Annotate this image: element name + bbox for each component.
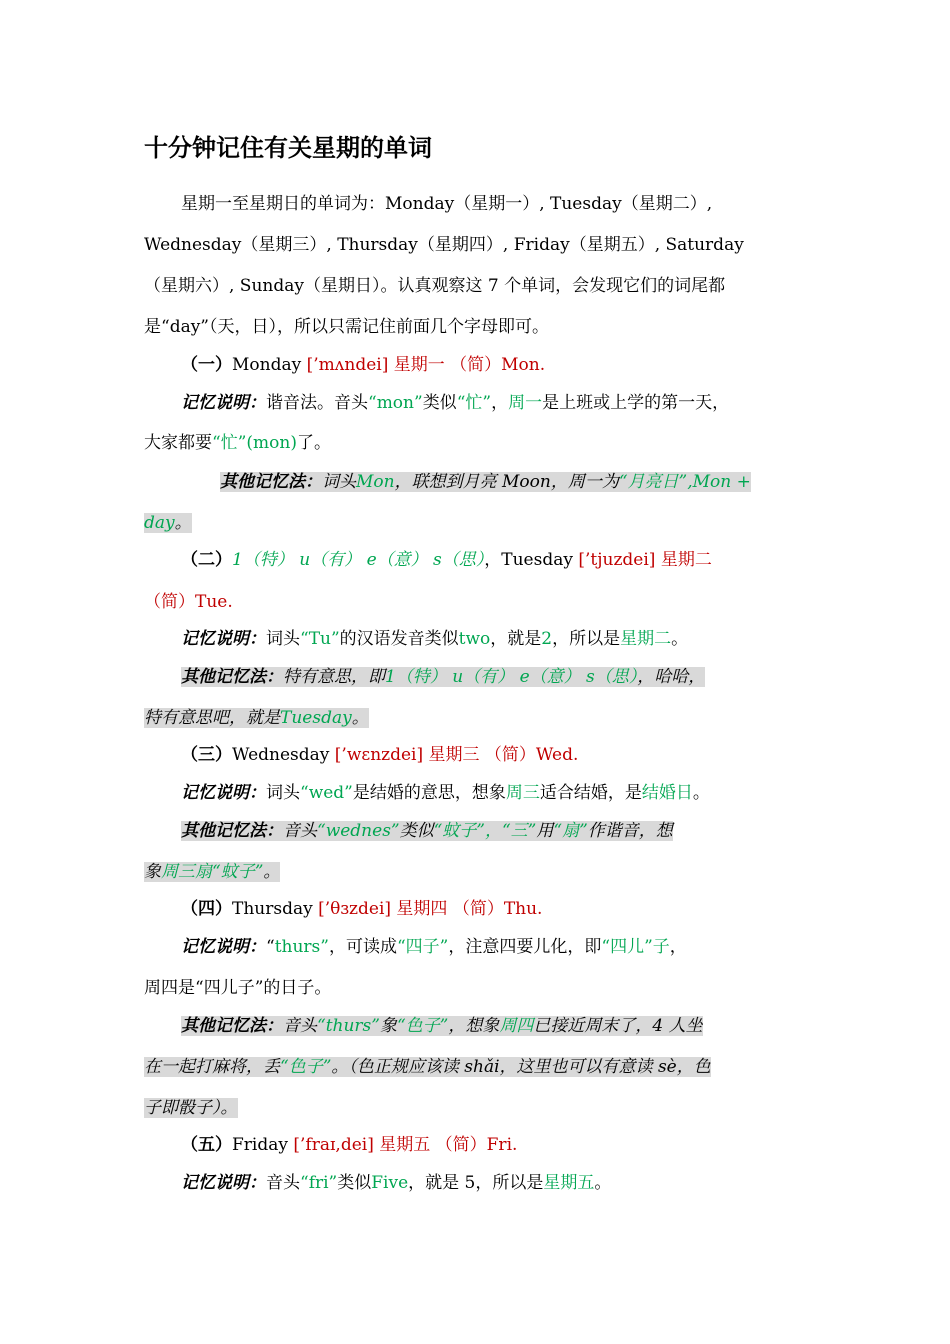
text: ，	[491, 393, 509, 413]
text: 音头	[283, 1016, 317, 1036]
text: 。	[351, 708, 369, 728]
text: ，	[669, 937, 687, 957]
monday-other	[220, 470, 751, 494]
text: ，哈哈，	[637, 667, 706, 687]
intro-line-2: Wednesday（星期三）, Thursday（星期四）, Friday（星期五）, Saturday	[144, 235, 744, 255]
text: ，可读成	[328, 937, 397, 957]
text: 适合结婚，是	[539, 783, 642, 803]
text: ，	[484, 550, 502, 570]
text: two	[458, 629, 491, 649]
memo-label: 记忆说明：	[181, 629, 266, 649]
text: 。	[594, 1173, 612, 1193]
section-number: （四）	[181, 899, 232, 919]
text: 的汉语发音类似	[339, 629, 459, 649]
monday-memo	[181, 391, 729, 415]
wednesday-heading	[181, 743, 578, 767]
intro-line-4: 是“day”（天，日），所以只需记住前面几个字母即可。	[144, 317, 550, 337]
text: 星期二	[620, 629, 672, 649]
section-number: （三）	[181, 745, 232, 765]
tuesday-abbr: （简）Tue.	[144, 592, 233, 612]
monday-heading	[181, 353, 545, 377]
english-word: Tuesday	[501, 550, 579, 570]
text: 词头	[322, 472, 356, 492]
thursday-other-cont-2	[144, 1096, 238, 1120]
text: 子即骰子）。	[144, 1098, 238, 1118]
wednesday-memo	[181, 781, 710, 805]
friday-heading	[181, 1133, 517, 1157]
text: “忙”	[456, 393, 492, 413]
text: 是结婚的意思，想象	[352, 783, 506, 803]
text: 特有意思，即	[283, 667, 385, 687]
text: ，就是	[490, 629, 542, 649]
text: 已接近周末了，4 人坐	[533, 1016, 703, 1036]
memo-label: 记忆说明：	[181, 783, 266, 803]
text: “四儿”子	[601, 937, 670, 957]
thursday-heading	[181, 897, 542, 921]
friday-memo	[181, 1171, 611, 1195]
text: 作谐音，想	[587, 821, 673, 841]
intro-line-3: （星期六）, Sunday（星期日）。认真观察这 7 个单词，会发现它们的词尾都	[144, 276, 726, 296]
text: 词头	[266, 629, 300, 649]
phonetic-and-abbr: [’fraɪ,dei] 星期五 （简）Fri.	[293, 1135, 518, 1155]
monday-other-cont	[144, 511, 192, 535]
text: “	[266, 937, 275, 957]
text: “mon”	[368, 393, 423, 413]
memo-label: 记忆说明：	[181, 937, 266, 957]
text: 。	[692, 783, 710, 803]
thursday-memo-cont: 周四是“四儿子”的日子。	[144, 978, 332, 998]
english-word: Wednesday	[232, 745, 335, 765]
monday-memo-cont	[144, 431, 331, 455]
text: 象	[379, 1016, 397, 1036]
text: 周四	[499, 1016, 534, 1036]
text: 。（色正规应该读 shǎi，这里也可以有意读 sè，色	[331, 1057, 711, 1077]
wednesday-other-cont	[144, 860, 280, 884]
other-label: 其他记忆法：	[220, 472, 322, 492]
text: 1（特） u（有） e（意） s（思）	[385, 667, 638, 687]
tuesday-other	[181, 665, 705, 689]
text: 音头	[283, 821, 317, 841]
text: “蚊子”，“三”	[433, 821, 537, 841]
text: 类似	[337, 1173, 372, 1193]
tuesday-other-cont	[144, 706, 369, 730]
text: 是上班或上学的第一天，	[542, 393, 730, 413]
text: 1（特） u（有） e（意） s（思）	[232, 550, 485, 570]
thursday-memo	[181, 935, 687, 959]
text: 类似	[422, 393, 457, 413]
text: ，所以是	[552, 629, 621, 649]
text: ，联想到月亮 Moon，周一为	[394, 472, 619, 492]
text: 音头	[266, 1173, 300, 1193]
text: 词头	[266, 783, 300, 803]
text: “wed”	[300, 783, 353, 803]
wednesday-other	[181, 819, 673, 843]
text: 2	[541, 629, 553, 649]
text: “扇”	[553, 821, 588, 841]
text: 。	[671, 629, 689, 649]
other-label: 其他记忆法：	[181, 667, 283, 687]
section-number: （二）	[181, 550, 232, 570]
other-label: 其他记忆法：	[181, 1016, 283, 1036]
phonetic-and-abbr: [’wɛnzdei] 星期三 （简）Wed.	[334, 745, 579, 765]
text: “Tu”	[300, 629, 340, 649]
phonetic-and-abbr: [’mʌndei] 星期一 （简）Mon.	[306, 355, 546, 375]
text: “忙”(mon)	[212, 433, 297, 453]
section-number: （一）	[181, 355, 232, 375]
text: thurs”	[274, 937, 329, 957]
text: 大家都要	[144, 433, 212, 453]
thursday-other-cont	[144, 1055, 711, 1079]
english-word: Thursday	[232, 899, 319, 919]
text: “fri”	[300, 1173, 338, 1193]
memo-label: 记忆说明：	[181, 393, 266, 413]
english-word: Monday	[232, 355, 307, 375]
text: 类似	[399, 821, 434, 841]
text: 谐音法。音头	[266, 393, 368, 413]
tuesday-heading	[181, 548, 712, 572]
text: Mon	[356, 472, 395, 492]
text: “月亮日”,Mon +	[618, 472, 751, 492]
text: ，想象	[448, 1016, 500, 1036]
text: 了。	[296, 433, 331, 453]
text: 象	[144, 862, 161, 882]
text: 。	[174, 513, 192, 533]
text: ，注意四要儿化，即	[448, 937, 602, 957]
text: “色子”	[396, 1016, 449, 1036]
page-title: 十分钟记住有关星期的单词	[144, 134, 432, 162]
text: day	[144, 513, 175, 533]
english-word: Friday	[232, 1135, 294, 1155]
phonetic: [’tjuzdei] 星期二	[578, 550, 712, 570]
text: 。	[263, 862, 281, 882]
text: 结婚日	[641, 783, 693, 803]
phonetic-and-abbr: [’θɜzdei] 星期四 （简）Thu.	[318, 899, 543, 919]
other-label: 其他记忆法：	[181, 821, 283, 841]
text: 用	[536, 821, 554, 841]
text: 周一	[508, 393, 543, 413]
thursday-other	[181, 1014, 703, 1038]
text: Tuesday	[280, 708, 352, 728]
tuesday-memo	[181, 627, 688, 651]
text: 特有意思吧，就是	[144, 708, 280, 728]
text: “thurs”	[317, 1016, 380, 1036]
intro-line-1: 星期一至星期日的单词为：Monday（星期一）, Tuesday（星期二）,	[181, 194, 713, 214]
text: 星期五	[543, 1173, 595, 1193]
text: Five	[371, 1173, 409, 1193]
section-number: （五）	[181, 1135, 232, 1155]
text: ，就是 5，所以是	[408, 1173, 544, 1193]
text: 周三扇“蚊子”	[161, 862, 264, 882]
text: “wednes”	[317, 821, 400, 841]
text: “四子”	[396, 937, 449, 957]
memo-label: 记忆说明：	[181, 1173, 266, 1193]
text: 周三	[505, 783, 540, 803]
text: “色子”	[280, 1057, 332, 1077]
text: 在一起打麻将，丢	[144, 1057, 280, 1077]
